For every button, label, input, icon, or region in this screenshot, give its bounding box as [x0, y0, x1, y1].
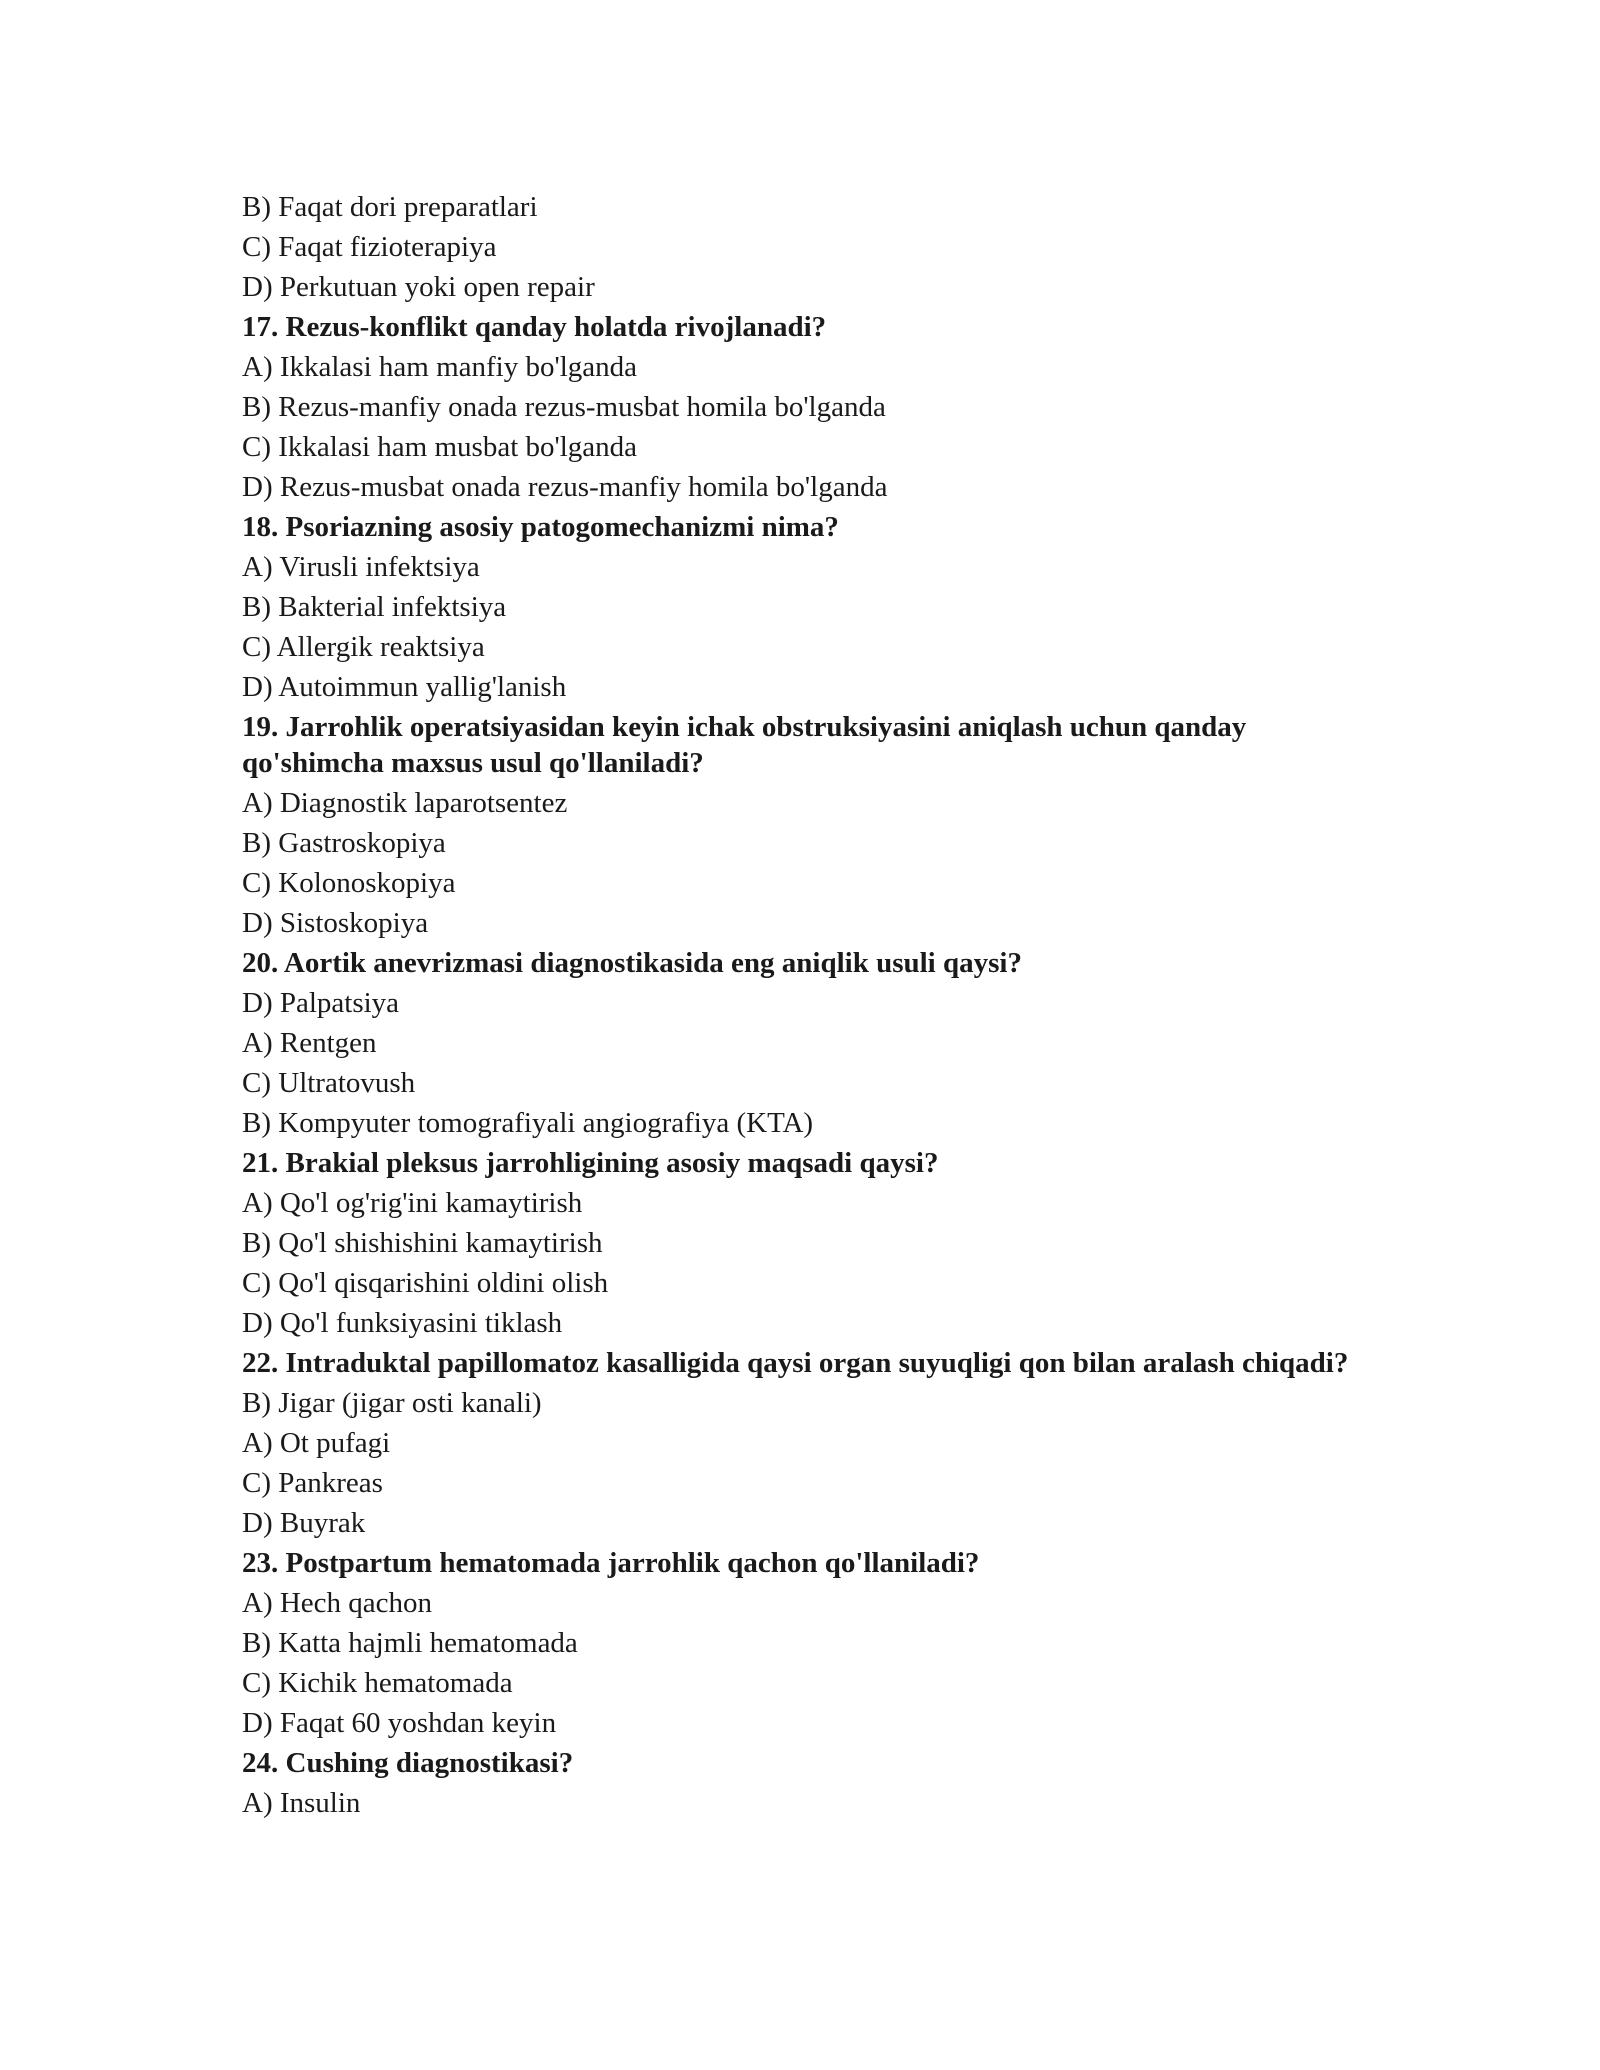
answer-option: D) Faqat 60 yoshdan keyin	[242, 1707, 557, 1739]
question-22	[242, 1343, 1372, 1543]
answer-option: A) Insulin	[242, 1787, 361, 1819]
answer-option: B) Jigar (jigar osti kanali)	[242, 1387, 542, 1419]
question-18	[242, 507, 1372, 707]
answer-option: B) Kompyuter tomografiyali angiografiya (KTA)	[242, 1107, 814, 1139]
answer-option: A) Virusli infektsiya	[242, 551, 480, 583]
answer-option: B) Qo'l shishishini kamaytirish	[242, 1227, 603, 1259]
question-20	[242, 943, 1372, 1143]
answer-option: C) Allergik reaktsiya	[242, 631, 485, 663]
document-page	[242, 187, 1372, 1823]
answer-option: A) Hech qachon	[242, 1587, 433, 1619]
question-text: 20. Aortik anevrizmasi diagnostikasida eng aniqlik usuli qaysi?	[242, 947, 1022, 979]
answer-option: D) Rezus-musbat onada rezus-manfiy homila bo'lganda	[242, 471, 888, 503]
answer-option: A) Ot pufagi	[242, 1427, 391, 1459]
answer-option: C) Qo'l qisqarishini oldini olish	[242, 1267, 609, 1299]
answer-option: B) Gastroskopiya	[242, 827, 446, 859]
question-text: 21. Brakial pleksus jarrohligining asosiy maqsadi qaysi?	[242, 1147, 939, 1179]
question-21	[242, 1143, 1372, 1343]
answer-option: D) Qo'l funksiyasini tiklash	[242, 1307, 563, 1339]
question-text: 24. Cushing diagnostikasi?	[242, 1747, 574, 1779]
answer-option: C) Faqat fizioterapiya	[242, 231, 497, 263]
question-text: 19. Jarrohlik operatsiyasidan keyin ichak obstruksiyasini aniqlash uchun qanday qo'shimcha maxsus usul qo'llaniladi?	[242, 711, 1247, 779]
question-text: 18. Psoriazning asosiy patogomechanizmi nima?	[242, 511, 839, 543]
question-17	[242, 307, 1372, 507]
answer-option: B) Faqat dori preparatlari	[242, 191, 538, 223]
leading-options	[242, 187, 1372, 307]
question-19	[242, 707, 1372, 943]
answer-option: B) Rezus-manfiy onada rezus-musbat homila bo'lganda	[242, 391, 886, 423]
answer-option: C) Kichik hematomada	[242, 1667, 513, 1699]
question-23	[242, 1543, 1372, 1743]
answer-option: A) Ikkalasi ham manfiy bo'lganda	[242, 351, 637, 383]
answer-option: C) Kolonoskopiya	[242, 867, 456, 899]
answer-option: A) Qo'l og'rig'ini kamaytirish	[242, 1187, 583, 1219]
answer-option: C) Pankreas	[242, 1467, 383, 1499]
question-text: 22. Intraduktal papillomatoz kasalligida qaysi organ suyuqligi qon bilan aralash chiqadi?	[242, 1347, 1349, 1379]
answer-option: D) Palpatsiya	[242, 987, 400, 1019]
answer-option: C) Ultratovush	[242, 1067, 416, 1099]
answer-option: B) Bakterial infektsiya	[242, 591, 507, 623]
question-text: 23. Postpartum hematomada jarrohlik qachon qo'llaniladi?	[242, 1547, 980, 1579]
answer-option: A) Diagnostik laparotsentez	[242, 787, 568, 819]
answer-option: D) Autoimmun yallig'lanish	[242, 671, 567, 703]
answer-option: D) Buyrak	[242, 1507, 366, 1539]
answer-option: D) Perkutuan yoki open repair	[242, 271, 595, 303]
answer-option: D) Sistoskopiya	[242, 907, 429, 939]
answer-option: A) Rentgen	[242, 1027, 377, 1059]
question-text: 17. Rezus-konflikt qanday holatda rivojlanadi?	[242, 311, 827, 343]
question-24	[242, 1743, 1372, 1823]
answer-option: C) Ikkalasi ham musbat bo'lganda	[242, 431, 638, 463]
answer-option: B) Katta hajmli hematomada	[242, 1627, 578, 1659]
